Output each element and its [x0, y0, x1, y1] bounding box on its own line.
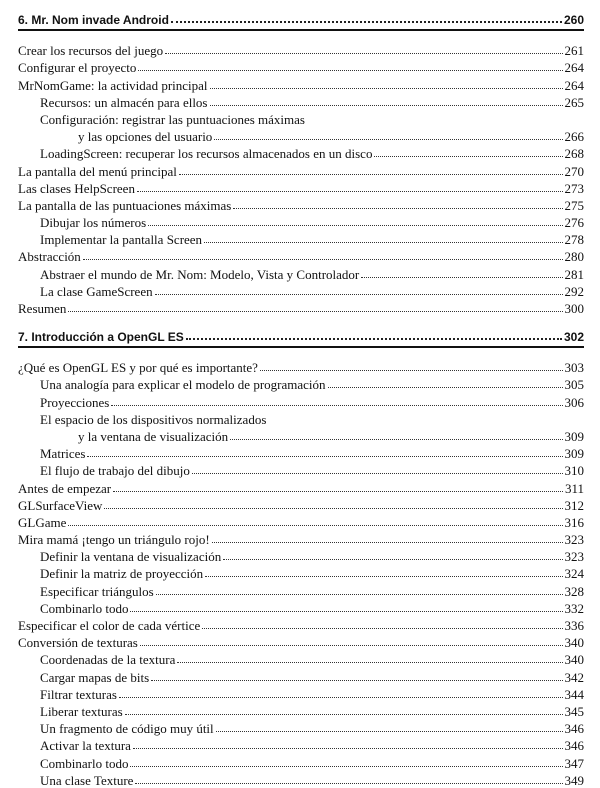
toc-entry-page-number: 292 [564, 283, 584, 299]
dot-leader [210, 105, 563, 106]
toc-entry[interactable] [18, 547, 584, 564]
toc-entry[interactable] [18, 685, 584, 702]
toc-entry[interactable] [18, 358, 584, 375]
toc-entry-title: Abstraer el mundo de Mr. Nom: Modelo, Vista y Controlador [40, 266, 360, 282]
toc-entry[interactable] [18, 478, 584, 495]
toc-entry-title: ¿Qué es OpenGL ES y por qué es importante? [18, 360, 258, 376]
chapter-page-number: 302 [563, 330, 584, 344]
dot-leader [210, 88, 563, 89]
dot-leader [130, 611, 562, 612]
toc-entry-page-number: 336 [564, 618, 584, 633]
toc-entry[interactable] [18, 230, 584, 247]
toc-entry-page-number: 316 [564, 514, 584, 530]
dot-leader [104, 508, 562, 509]
toc-entry[interactable] [18, 444, 584, 461]
toc-entry[interactable] [18, 496, 584, 513]
toc-entry-title: Implementar la pantalla Screen [40, 232, 203, 248]
toc-entry[interactable] [18, 650, 584, 667]
toc-entry-page-number: 266 [564, 129, 584, 145]
toc-entry-page-number: 264 [564, 77, 584, 93]
toc-entry[interactable] [18, 427, 584, 444]
dot-leader [171, 21, 562, 23]
toc-entry[interactable] [18, 144, 584, 161]
toc-entry-title: Combinarlo todo [40, 755, 129, 771]
toc-entry-page-number: 324 [564, 566, 584, 582]
toc-entry[interactable] [18, 247, 584, 264]
dot-leader [260, 370, 563, 371]
dot-leader [137, 191, 563, 192]
toc-entry-title: Resumen [18, 301, 67, 316]
dot-leader [87, 456, 562, 457]
toc-entry-title: Especificar triángulos [40, 583, 154, 599]
toc-entry-page-number: 349 [564, 772, 584, 788]
toc-entry[interactable] [18, 196, 584, 213]
toc-entry-page-number: 323 [564, 532, 584, 548]
dot-leader [148, 225, 562, 226]
toc-entry-title: LoadingScreen: recuperar los recursos almacenados en un disco [40, 146, 373, 162]
dot-leader [155, 294, 563, 295]
toc-entry[interactable] [18, 282, 584, 299]
chapter-title: 6. Mr. Nom invade Android [18, 13, 169, 27]
dot-leader [83, 259, 563, 260]
toc-entry[interactable] [18, 513, 584, 530]
toc-entry-title: Dibujar los números [40, 215, 147, 231]
chapter-title: 7. Introducción a OpenGL ES [18, 330, 184, 344]
dot-leader [133, 748, 563, 749]
dot-leader [328, 387, 563, 388]
toc-entry-title: Mira mamá ¡tengo un triángulo rojo! [18, 532, 210, 548]
toc-entry[interactable] [18, 75, 584, 92]
toc-entry-page-number: 281 [564, 266, 584, 282]
toc-entry-title: Una clase Texture [40, 772, 134, 788]
dot-leader [179, 174, 563, 175]
toc-entry-page-number: 278 [564, 232, 584, 248]
dot-leader [192, 473, 563, 474]
toc-entry-title: Proyecciones [40, 394, 110, 410]
dot-leader [216, 731, 563, 732]
toc-entry-page-number: 310 [564, 463, 584, 479]
dot-leader [374, 156, 562, 157]
toc-entry-page-number: 305 [564, 377, 584, 393]
toc-entry-page-number: 340 [564, 635, 584, 651]
toc-entry-title: y las opciones del usuario [78, 129, 213, 145]
toc-entry[interactable] [18, 161, 584, 178]
dot-leader [202, 628, 562, 629]
toc-entry-title: Una analogía para explicar el modelo de programación [40, 377, 326, 393]
toc-entry-page-number: 273 [564, 180, 584, 196]
toc-entry[interactable] [18, 110, 584, 127]
toc-entry-page-number: 268 [564, 146, 584, 162]
dot-leader [119, 697, 563, 698]
toc-entry-title: El espacio de los dispositivos normalizados [40, 411, 267, 427]
toc-entry-page-number: 332 [564, 600, 584, 616]
toc-entry-page-number: 346 [564, 738, 584, 754]
toc-entry-page-number: 261 [564, 43, 584, 59]
toc-entry[interactable] [18, 213, 584, 230]
toc-entry-title: Las clases HelpScreen [18, 180, 135, 196]
toc-entry-title: Cargar mapas de bits [40, 669, 150, 685]
dot-leader [140, 645, 563, 646]
toc-entry-title: Activar la textura [40, 738, 131, 754]
dot-leader [156, 594, 563, 595]
toc-entry[interactable] [18, 616, 584, 633]
toc-entry-title: GLGame [18, 514, 67, 530]
toc-entry-page-number: 346 [564, 721, 584, 737]
toc-entry[interactable] [18, 581, 584, 598]
toc-entry-title: Crear los recursos del juego [18, 43, 164, 59]
toc-entry-page-number: 344 [564, 686, 584, 702]
toc-entry-title: Definir la matriz de proyección [40, 566, 204, 582]
dot-leader [230, 439, 562, 440]
toc-entry-title: GLSurfaceView [18, 497, 103, 513]
toc-entry-title: Matrices [40, 446, 86, 462]
toc-entry-page-number: 309 [564, 428, 584, 444]
toc-entry[interactable] [18, 530, 584, 547]
table-of-contents [18, 9, 584, 788]
toc-entry-page-number: 323 [564, 549, 584, 565]
dot-leader [177, 662, 562, 663]
toc-entry[interactable] [18, 461, 584, 478]
toc-entry-title: Definir la ventana de visualización [40, 549, 222, 565]
toc-entry-page-number: 342 [564, 669, 584, 685]
toc-entry-title: Coordenadas de la textura [40, 652, 176, 668]
toc-entry-title: Abstracción [18, 249, 81, 265]
toc-entry-title: La pantalla de las puntuaciones máximas [18, 197, 232, 213]
toc-entry-page-number: 264 [564, 60, 584, 76]
toc-entry-title: Conversión de texturas [18, 635, 138, 651]
toc-entry-title: El flujo de trabajo del dibujo [40, 463, 190, 479]
toc-entry-title: La clase GameScreen [40, 283, 153, 299]
chapter-page-number: 260 [563, 13, 584, 27]
toc-entry-page-number: 306 [564, 394, 584, 410]
dot-leader [151, 680, 562, 681]
toc-entry[interactable] [18, 702, 584, 719]
toc-entry[interactable] [18, 719, 584, 736]
section-spacer [18, 316, 584, 326]
dot-leader [186, 338, 562, 340]
toc-entry-title: La pantalla del menú principal [18, 163, 177, 179]
toc-entry[interactable] [18, 392, 584, 409]
toc-entry-title: Recursos: un almacén para ellos [40, 94, 208, 110]
toc-entry-title: Filtrar texturas [40, 686, 117, 702]
dot-leader [233, 208, 562, 209]
toc-entry[interactable] [18, 599, 584, 616]
toc-entry-page-number: 265 [564, 94, 584, 110]
toc-entry-page-number: 270 [564, 163, 584, 179]
toc-entry-page-number: 303 [564, 360, 584, 376]
dot-leader [113, 491, 563, 492]
dot-leader [138, 70, 562, 71]
toc-entry[interactable] [18, 264, 584, 281]
chapter-heading[interactable] [18, 9, 584, 31]
dot-leader [68, 311, 562, 312]
dot-leader [68, 525, 562, 526]
dot-leader [111, 405, 562, 406]
toc-entry-title: Configurar el proyecto [18, 60, 137, 76]
toc-entry-title: Antes de empezar [18, 480, 112, 496]
toc-entry[interactable] [18, 179, 584, 196]
toc-entry-page-number: 328 [564, 583, 584, 599]
toc-entry-page-number: 345 [564, 703, 584, 719]
toc-entry-page-number: 340 [564, 652, 584, 668]
dot-leader [165, 53, 562, 54]
toc-entry[interactable] [18, 564, 584, 581]
toc-entry[interactable] [18, 410, 584, 427]
toc-entry[interactable] [18, 736, 584, 753]
toc-entry[interactable] [18, 753, 584, 770]
toc-entry-page-number: 311 [564, 480, 584, 496]
toc-entry[interactable] [18, 93, 584, 110]
toc-entry[interactable] [18, 633, 584, 650]
toc-entry-title: Combinarlo todo [40, 600, 129, 616]
toc-entry-page-number: 309 [564, 446, 584, 462]
toc-entry[interactable] [18, 667, 584, 684]
toc-entry-page-number: 276 [564, 215, 584, 231]
toc-entry-title: Especificar el color de cada vértice [18, 618, 201, 633]
toc-entry[interactable] [18, 41, 584, 58]
dot-leader [204, 242, 562, 243]
dot-leader [214, 139, 562, 140]
toc-entry-title: Un fragmento de código muy útil [40, 721, 214, 737]
toc-entry[interactable] [18, 771, 584, 788]
toc-entry-page-number: 312 [564, 497, 584, 513]
toc-entry[interactable] [18, 127, 584, 144]
dot-leader [205, 576, 562, 577]
dot-leader [212, 542, 563, 543]
toc-entry-title: Liberar texturas [40, 703, 123, 719]
dot-leader [130, 766, 562, 767]
toc-entry-title: MrNomGame: la actividad principal [18, 77, 208, 93]
toc-entry-title: Configuración: registrar las puntuaciones máximas [40, 111, 305, 127]
chapter-heading[interactable] [18, 326, 584, 348]
toc-entry[interactable] [18, 58, 584, 75]
toc-entry-page-number: 347 [564, 755, 584, 771]
dot-leader [361, 277, 562, 278]
toc-entry-page-number: 280 [564, 249, 584, 265]
dot-leader [125, 714, 563, 715]
dot-leader [223, 559, 562, 560]
toc-entry-title: y la ventana de visualización [78, 428, 229, 444]
toc-entry-page-number: 300 [564, 301, 584, 316]
toc-entry[interactable] [18, 299, 584, 316]
toc-entry[interactable] [18, 375, 584, 392]
toc-entry-page-number: 275 [564, 197, 584, 213]
